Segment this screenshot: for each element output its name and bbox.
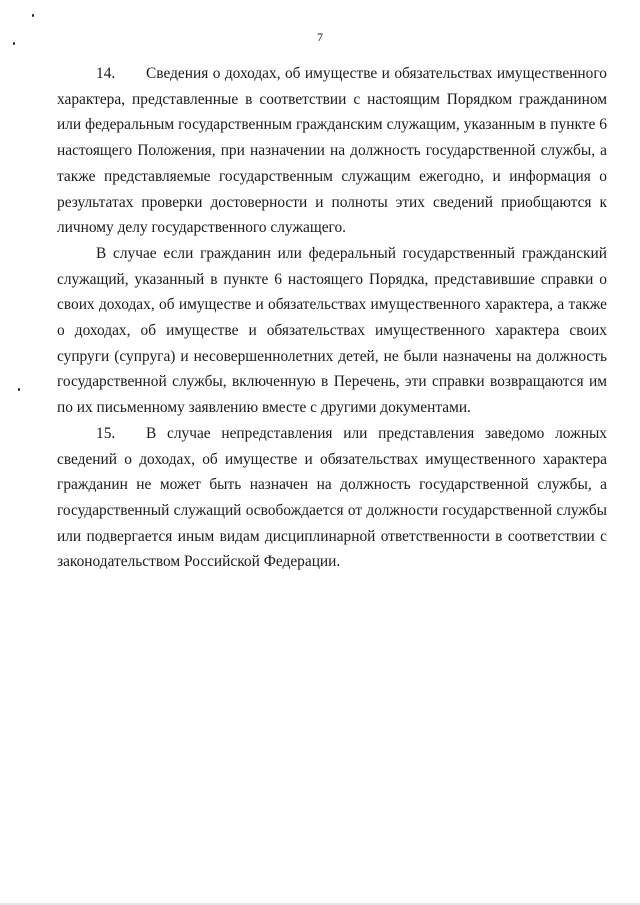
paragraph-text: В случае если гражданин или федеральный государственный гражданский служащий, указанный в пункте 6 настоящего Порядка, представившие справки о своих доходах, об имуществе и обязательствах имущественного характера, а также о доходах, об имуществе и обязательствах имущественного характера своих супруги (супруга) и несовершеннолетних детей, не были назначены на должность государственной службы, включенную в Перечень, эти справки возвращаются им по их письменному заявлению вместе с другими документами.	[57, 244, 607, 417]
paragraph-number: 15.	[96, 424, 116, 442]
scan-speck	[13, 42, 15, 45]
paragraph-text: Сведения о доходах, об имуществе и обязательствах имущественного характера, представленные в соответствии с настоящим Порядком гражданином или федеральным государственным гражданским служащим, указанным в пункте 6 настоящего Положения, при назначении на должность государственной службы, а также представляемые государственным служащим ежегодно, и информация о результатах проверки достоверности и полноты этих сведений приобщаются к личному делу государственного служащего.	[57, 65, 607, 237]
scan-speck	[32, 14, 34, 17]
paragraph-15	[57, 421, 607, 575]
paragraph-14-continued	[57, 241, 607, 421]
page-number: 7	[317, 30, 323, 44]
document-body	[57, 61, 607, 575]
paragraph-14	[57, 61, 607, 241]
scan-speck	[18, 388, 20, 391]
paragraph-text: В случае непредставления или представления заведомо ложных сведений о доходах, об имуществе и обязательствах имущественного характера гражданин не может быть назначен на должность государственной службы, а государственный служащий освобождается от должности государственной службы или подвергается иным видам дисциплинарной ответственности в соответствии с законодательством Российской Федерации.	[57, 424, 607, 571]
paragraph-number: 14.	[96, 65, 116, 82]
